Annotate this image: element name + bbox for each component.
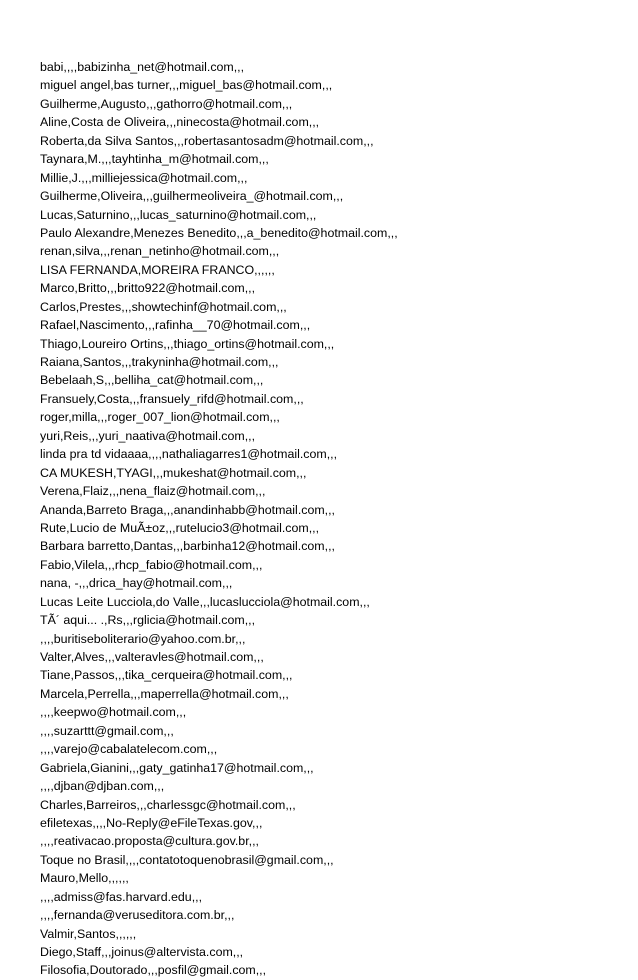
csv-line: Aline,Costa de Oliveira,,,ninecosta@hotmail.com,,, [40, 115, 320, 130]
csv-line: Thiago,Loureiro Ortins,,,thiago_ortins@hotmail.com,,, [40, 336, 335, 351]
csv-line: Verena,Flaiz,,,nena_flaiz@hotmail.com,,, [40, 484, 266, 499]
csv-line: renan,silva,,,renan_netinho@hotmail.com,,, [40, 244, 280, 259]
csv-line: Mauro,Mello,,,,,, [40, 871, 129, 886]
csv-line: CA MUKESH,TYAGI,,,mukeshat@hotmail.com,,, [40, 465, 307, 480]
csv-line-list [40, 58, 620, 980]
csv-line: Guilherme,Augusto,,,gathorro@hotmail.com,,, [40, 96, 293, 111]
csv-line: yuri,Reis,,,yuri_naativa@hotmail.com,,, [40, 428, 256, 443]
csv-line: Charles,Barreiros,,,charlessgc@hotmail.com,,, [40, 797, 296, 812]
csv-line: Carlos,Prestes,,,showtechinf@hotmail.com,,, [40, 299, 287, 314]
csv-line: ,,,,buritiseboliterario@yahoo.com.br,,, [40, 631, 246, 646]
csv-line: Rafael,Nascimento,,,rafinha__70@hotmail.com,,, [40, 318, 311, 333]
csv-line: TÃ´ aqui... .,Rs,,,rglicia@hotmail.com,,, [40, 613, 256, 628]
csv-line: Valter,Alves,,,valteravles@hotmail.com,,, [40, 650, 264, 664]
csv-line: Lucas Leite Lucciola,do Valle,,,lucaslucciola@hotmail.com,,, [40, 594, 370, 609]
csv-line: ,,,,suzarttt@gmail.com,,, [40, 723, 174, 738]
csv-line: Fabio,Vilela,,,rhcp_fabio@hotmail.com,,, [40, 557, 263, 572]
csv-line: ,,,,keepwo@hotmail.com,,, [40, 705, 187, 720]
csv-line: Roberta,da Silva Santos,,,robertasantosadm@hotmail.com,,, [40, 133, 374, 148]
csv-line: miguel angel,bas turner,,,miguel_bas@hotmail.com,,, [40, 78, 333, 93]
csv-line: ,,,,fernanda@veruseditora.com.br,,, [40, 908, 235, 923]
csv-line: ,,,,reativacao.proposta@cultura.gov.br,,, [40, 834, 259, 849]
csv-line: Marcela,Perrella,,,maperrella@hotmail.com,,, [40, 686, 289, 701]
csv-line: Guilherme,Oliveira,,,guilhermeoliveira_@hotmail.com,,, [40, 189, 344, 204]
csv-line: ,,,,varejo@cabalatelecom.com,,, [40, 742, 218, 757]
csv-line: roger,milla,,,roger_007_lion@hotmail.com,,, [40, 410, 280, 425]
csv-line: Gabriela,Gianini,,,gaty_gatinha17@hotmail.com,,, [40, 760, 314, 775]
csv-line: Tiane,Passos,,,tika_cerqueira@hotmail.com,,, [40, 668, 293, 683]
csv-line: Raiana,Santos,,,trakyninha@hotmail.com,,, [40, 355, 279, 369]
csv-line: linda pra td vidaaaa,,,,nathaliagarres1@hotmail.com,,, [40, 447, 338, 462]
csv-line: Bebelaah,S,,,belliha_cat@hotmail.com,,, [40, 373, 264, 388]
csv-line: Marco,Britto,,,britto922@hotmail.com,,, [40, 281, 256, 296]
csv-line: Rute,Lucio de MuÃ±oz,,,rutelucio3@hotmail.com,,, [40, 520, 320, 535]
csv-line: Filosofia,Doutorado,,,posfil@gmail.com,,, [40, 963, 267, 978]
csv-line: Diego,Staff,,,joinus@altervista.com,,, [40, 945, 244, 959]
csv-line: Taynara,M.,,,tayhtinha_m@hotmail.com,,, [40, 152, 269, 167]
csv-line: Paulo Alexandre,Menezes Benedito,,,a_benedito@hotmail.com,,, [40, 225, 398, 240]
csv-line: Toque no Brasil,,,,contatotoquenobrasil@gmail.com,,, [40, 852, 334, 867]
csv-line: Millie,J.,,,milliejessica@hotmail.com,,, [40, 170, 248, 185]
csv-line: Valmir,Santos,,,,,, [40, 926, 137, 941]
csv-line: Ananda,Barreto Braga,,,anandinhabb@hotmail.com,,, [40, 502, 335, 517]
csv-line: Fransuely,Costa,,,fransuely_rifd@hotmail.com,,, [40, 391, 304, 406]
csv-line: ,,,,admiss@fas.harvard.edu,,, [40, 889, 203, 904]
csv-line: babi,,,,babizinha_net@hotmail.com,,, [40, 60, 245, 74]
csv-line: Lucas,Saturnino,,,lucas_saturnino@hotmail.com,,, [40, 207, 317, 222]
csv-line: LISA FERNANDA,MOREIRA FRANCO,,,,,, [40, 262, 275, 277]
csv-line: nana, -,,,drica_hay@hotmail.com,,, [40, 576, 233, 591]
csv-line: ,,,,djban@djban.com,,, [40, 779, 165, 794]
csv-line: efiletexas,,,,No-Reply@eFileTexas.gov,,, [40, 815, 263, 830]
csv-line: Barbara barretto,Dantas,,,barbinha12@hotmail.com,,, [40, 539, 335, 554]
